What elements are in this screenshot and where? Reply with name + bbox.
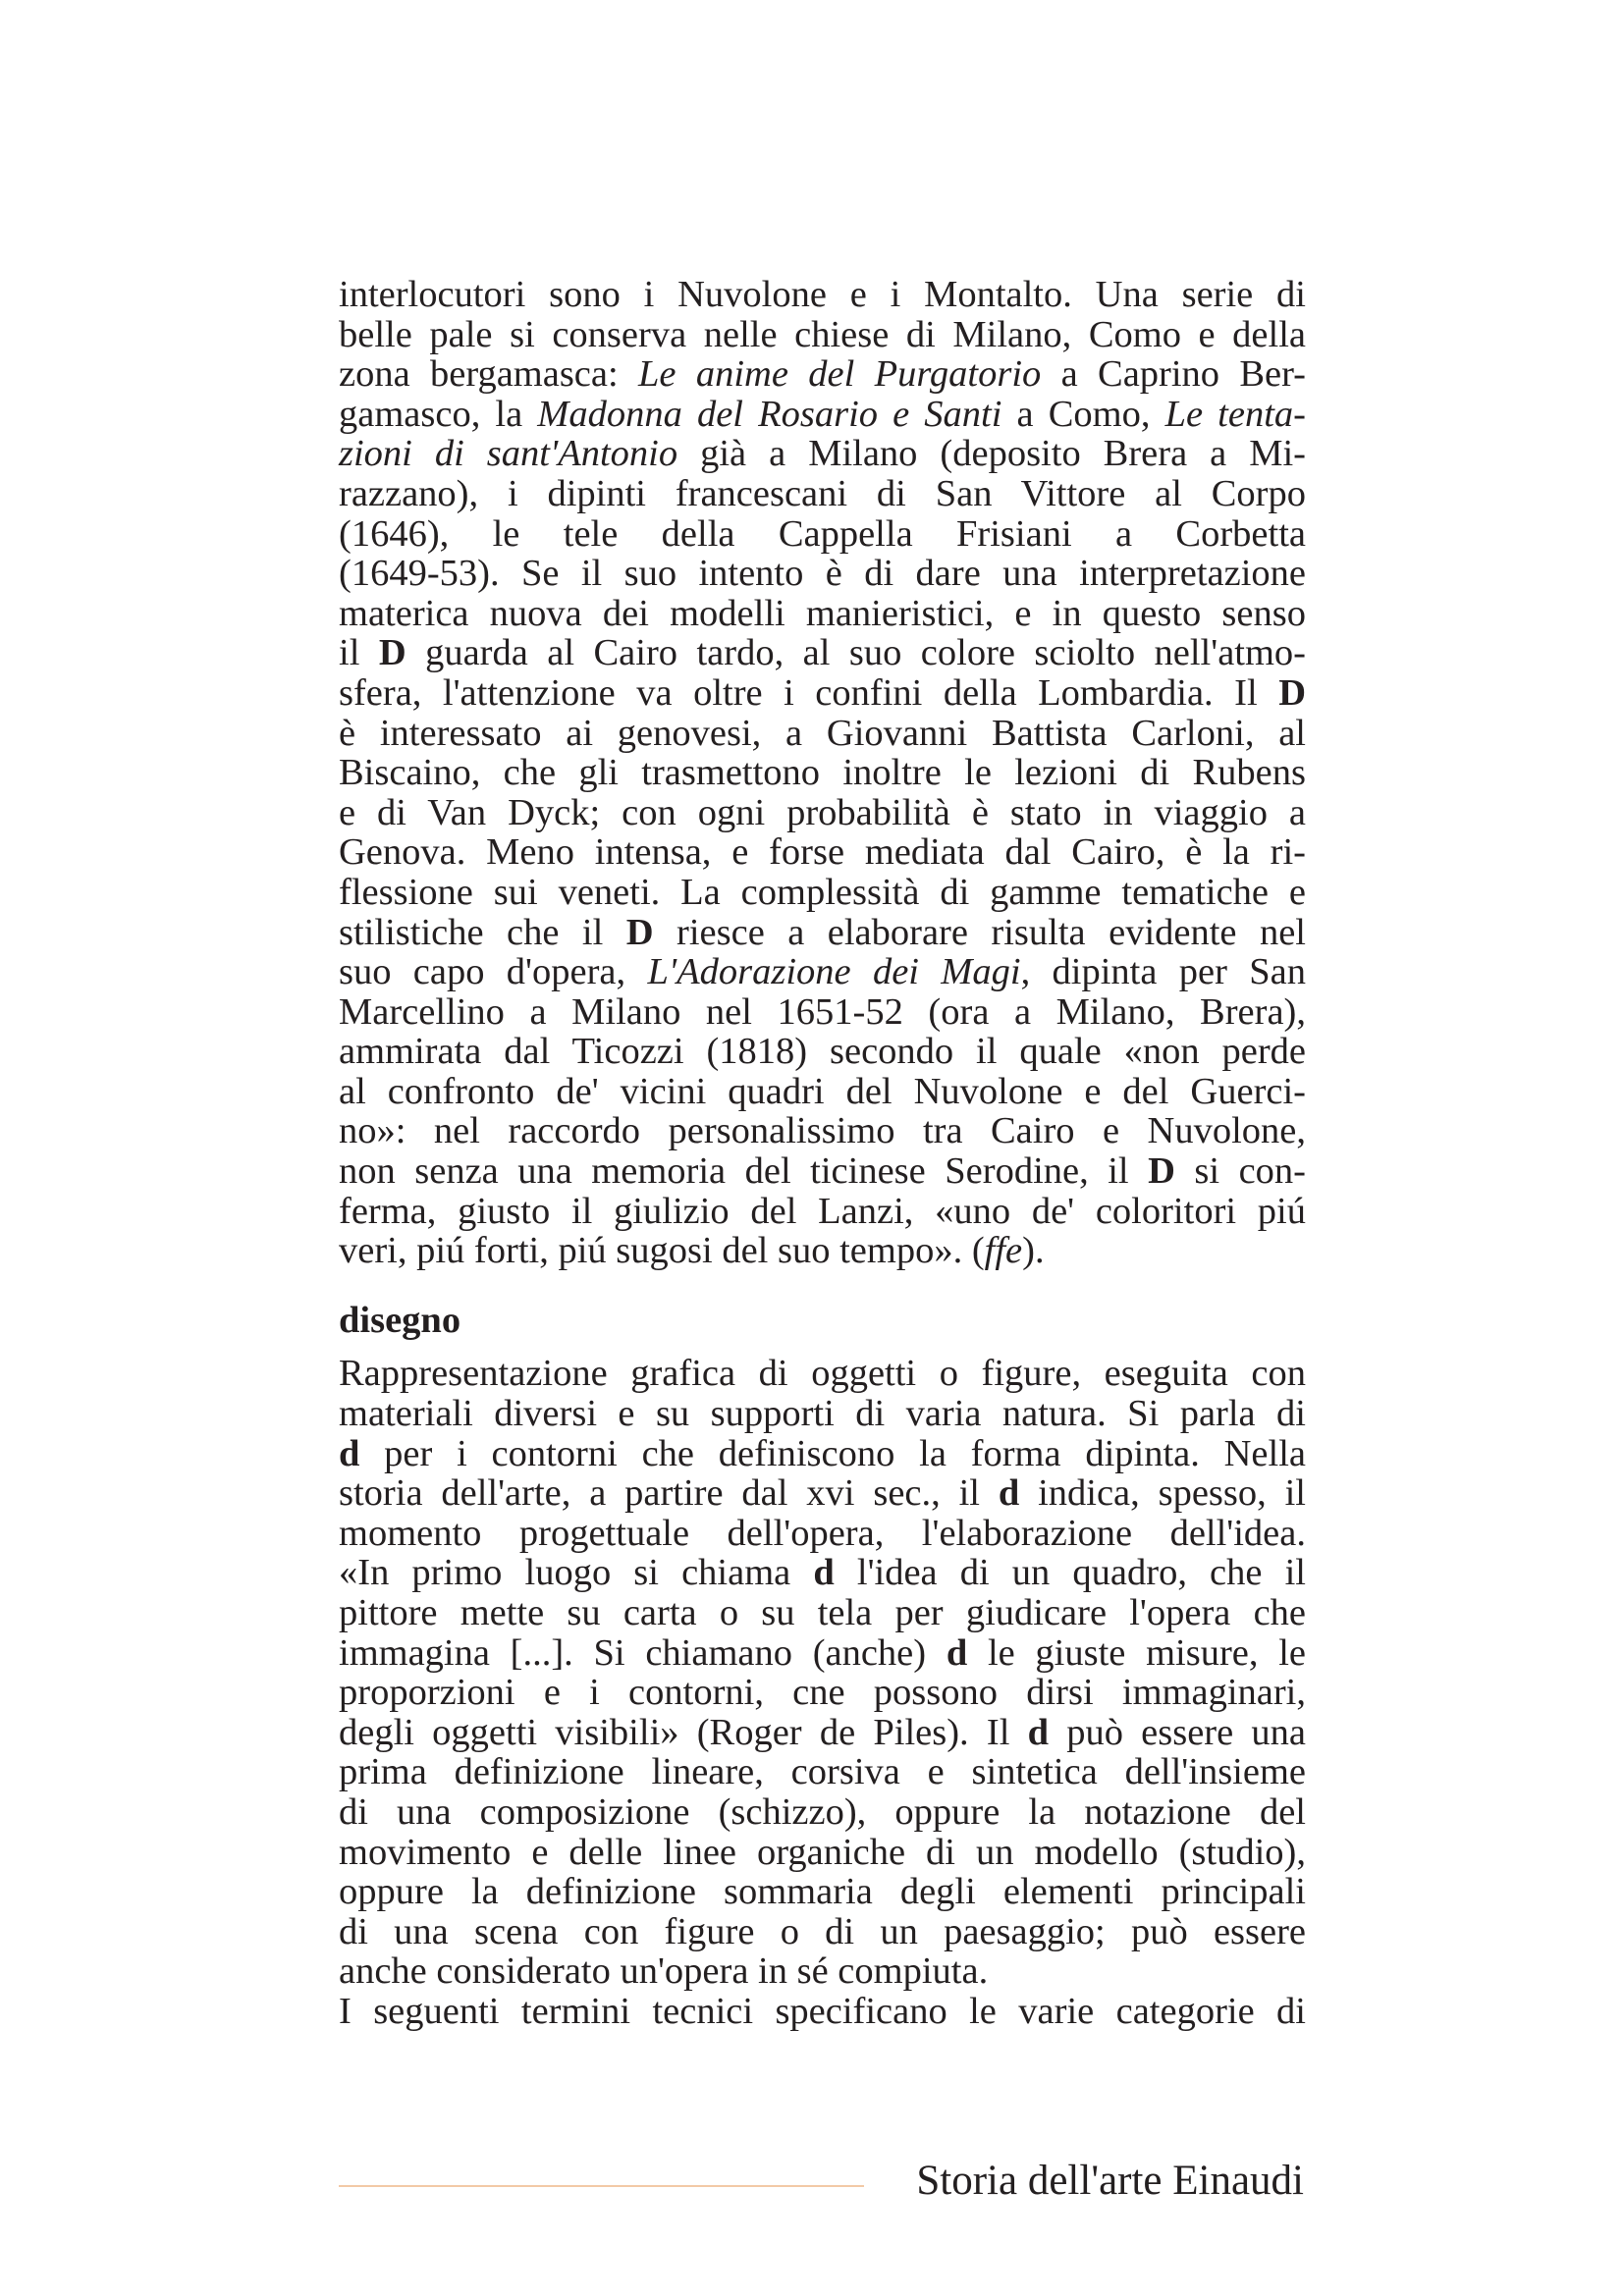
text-line: materiali diversi e su supporti di varia natura. Si parla di [339, 1393, 1306, 1435]
text-line: Genova. Meno intensa, e forse mediata dal Cairo, è la ri- [339, 831, 1306, 874]
text-line: degli oggetti visibili» (Roger de Piles). Il d può essere una [339, 1711, 1306, 1753]
text-line: «In primo luogo si chiama d l'idea di un quadro, che il [339, 1552, 1306, 1594]
text-line: di una composizione (schizzo), oppure la notazione del [339, 1790, 1306, 1833]
entry-heading-disegno: disegno [339, 1299, 461, 1341]
text-line: ammirata dal Ticozzi (1818) secondo il quale «non perde [339, 1031, 1306, 1073]
text-line: no»: nel raccordo personalissimo tra Cairo e Nuvolone, [339, 1110, 1306, 1152]
text-line: I seguenti termini tecnici specificano le varie categorie di [339, 1990, 1306, 2032]
text-line: immagina [...]. Si chiamano (anche) d le giuste misure, le [339, 1631, 1306, 1674]
text-line: proporzioni e i contorni, cne possono dirsi immaginari, [339, 1672, 1306, 1714]
text-line: zona bergamasca: Le anime del Purgatorio a Caprino Ber- [339, 353, 1307, 396]
text-line: movimento e delle linee organiche di un modello (studio), [339, 1831, 1306, 1873]
text-line: d per i contorni che definiscono la forma dipinta. Nella [339, 1432, 1306, 1474]
text-line: è interessato ai genovesi, a Giovanni Battista Carloni, al [339, 712, 1306, 754]
text-line: gamasco, la Madonna del Rosario e Santi a Como, Le tenta- [339, 393, 1306, 435]
text-line: flessione sui veneti. La complessità di gamme tematiche e [339, 871, 1306, 913]
entry-disegno-text [339, 1354, 1306, 2031]
text-line: (1649-53). Se il suo intento è di dare una interpretazione [339, 553, 1306, 595]
entry-d-text [339, 275, 1306, 1271]
text-line: il D guarda al Cairo tardo, al suo colore sciolto nell'atmo- [339, 632, 1306, 674]
text-line: Marcellino a Milano nel 1651-52 (ora a Milano, Brera), [339, 990, 1306, 1033]
text-line: oppure la definizione sommaria degli elementi principali [339, 1871, 1306, 1913]
text-line: pittore mette su carta o su tela per giudicare l'opera che [339, 1592, 1306, 1633]
text-line: ferma, giusto il giulizio del Lanzi, «uno de' coloritori piú [339, 1190, 1306, 1232]
text-line: interlocutori sono i Nuvolone e i Montalto. Una serie di [339, 274, 1306, 315]
text-line: al confronto de' vicini quadri del Nuvolone e del Guerci- [339, 1070, 1306, 1112]
text-line: prima definizione lineare, corsiva e sintetica dell'insieme [339, 1751, 1306, 1793]
text-line: stilistiche che il D riesce a elaborare risulta evidente nel [339, 911, 1306, 953]
text-line: Biscaino, che gli trasmettono inoltre le lezioni di Rubens [339, 752, 1306, 794]
text-line: veri, piú forti, piú sugosi del suo tempo». (ffe). [339, 1230, 1045, 1272]
text-line: materica nuova dei modelli manieristici, e in questo senso [339, 592, 1306, 634]
text-column [339, 275, 1306, 2032]
text-line: momento progettuale dell'opera, l'elaborazione dell'idea. [339, 1512, 1306, 1554]
footer-rule [339, 2185, 864, 2187]
text-line: storia dell'arte, a partire dal xvi sec., il d indica, spesso, il [339, 1472, 1306, 1515]
text-line: zioni di sant'Antonio già a Milano (deposito Brera a Mi- [339, 433, 1306, 475]
footer-title: Storia dell'arte Einaudi [916, 2158, 1304, 2204]
text-line: suo capo d'opera, L'Adorazione dei Magi, dipinta per San [339, 951, 1307, 993]
text-line: e di Van Dyck; con ogni probabilità è stato in viaggio a [339, 791, 1306, 833]
text-line: non senza una memoria del ticinese Serodine, il D si con- [339, 1150, 1306, 1193]
text-line: belle pale si conserva nelle chiese di Milano, Como e della [339, 313, 1306, 355]
text-line: di una scena con figure o di un paesaggio; può essere [339, 1910, 1306, 1952]
text-line: Rappresentazione grafica di oggetti o figure, eseguita con [339, 1353, 1306, 1395]
text-line: razzano), i dipinti francescani di San Vittore al Corpo [339, 472, 1306, 514]
text-line: anche considerato un'opera in sé compiuta. [339, 1950, 989, 1993]
text-line: sfera, l'attenzione va oltre i confini della Lombardia. Il D [339, 671, 1306, 714]
text-line: (1646), le tele della Cappella Frisiani a Corbetta [339, 512, 1306, 555]
